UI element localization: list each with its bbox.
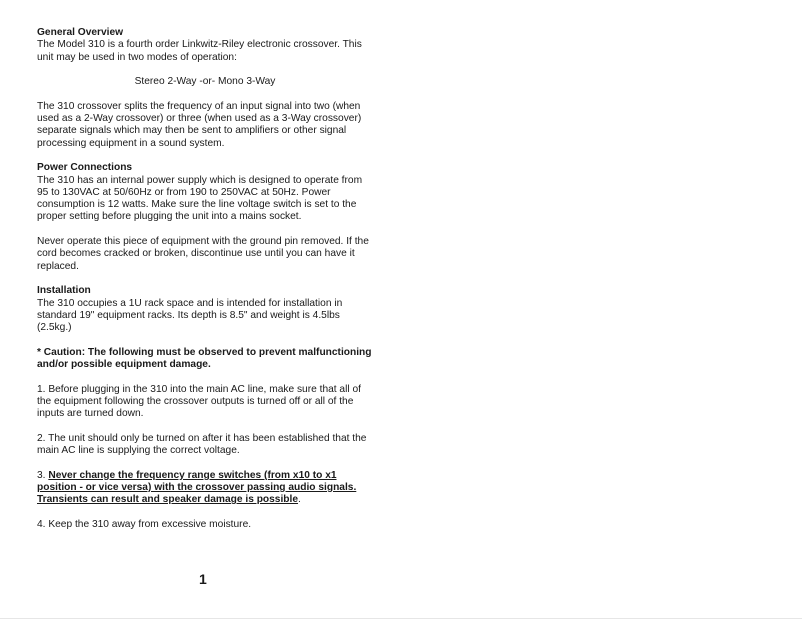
- operation-modes-line: Stereo 2-Way -or- Mono 3-Way: [134, 76, 276, 88]
- list-item-1: [37, 384, 373, 421]
- general-overview-paragraph: The Model 310 is a fourth order Linkwitz-Riley electronic crossover. This unit may be used in two modes of operation:: [37, 39, 362, 63]
- list-item-number: 1.: [37, 383, 46, 395]
- ground-pin-warning-paragraph: Never operate this piece of equipment with the ground pin removed. If the cord becomes cracked or broken, discontinue use until you can have it replaced.: [37, 236, 369, 272]
- list-item-4: [37, 519, 373, 531]
- page-bottom-divider: [0, 618, 802, 619]
- list-item-text: Before plugging in the 310 into the main AC line, make sure that all of the equipment following the crossover outputs is turned off or all of the inputs are turned down.: [37, 383, 361, 420]
- section-heading-general-overview: General Overview: [37, 27, 124, 38]
- list-item-text: The unit should only be turned on after it has been established that the main AC line is supplying the correct voltage.: [37, 432, 367, 457]
- caution-notice: * Caution: The following must be observed to prevent malfunctioning and/or possible equipment damage.: [37, 346, 372, 371]
- list-item-suffix: .: [298, 494, 301, 506]
- list-item-number: 3.: [37, 469, 46, 481]
- crossover-description-paragraph: The 310 crossover splits the frequency of an input signal into two (when used as a 2-Way crossover) or three (when used as a 3-Way crossover) separate signals which may then be sent to amplifiers or other signal processing equipment in a sound system.: [37, 100, 362, 149]
- installation-paragraph: The 310 occupies a 1U rack space and is intended for installation in standard 19" equipment racks. Its depth is 8.5" and weight is 4.5lbs (2.5kg.): [37, 297, 343, 334]
- list-item-warning-text: Never change the frequency range switches (from x10 to x1 position - or vice versa) with the crossover passing audio signals. Transients can result and speaker damage is possible: [37, 469, 357, 506]
- power-supply-paragraph: The 310 has an internal power supply which is designed to operate from 95 to 130VAC at 50/60Hz or from 190 to 250VAC at 50Hz. Power consumption is 12 watts. Make sure the line voltage switch is set to the proper setting before plugging the unit into a mains socket.: [37, 174, 363, 223]
- page-number: 1: [199, 571, 207, 587]
- list-item-number: 4.: [37, 518, 46, 530]
- list-item-number: 2.: [37, 432, 46, 444]
- list-item-3: [37, 470, 373, 507]
- section-heading-installation: Installation: [37, 285, 91, 297]
- list-item-text: Keep the 310 away from excessive moisture.: [48, 518, 252, 530]
- manual-page: [37, 27, 373, 543]
- list-item-2: [37, 433, 373, 458]
- section-heading-power-connections: Power Connections: [37, 162, 133, 174]
